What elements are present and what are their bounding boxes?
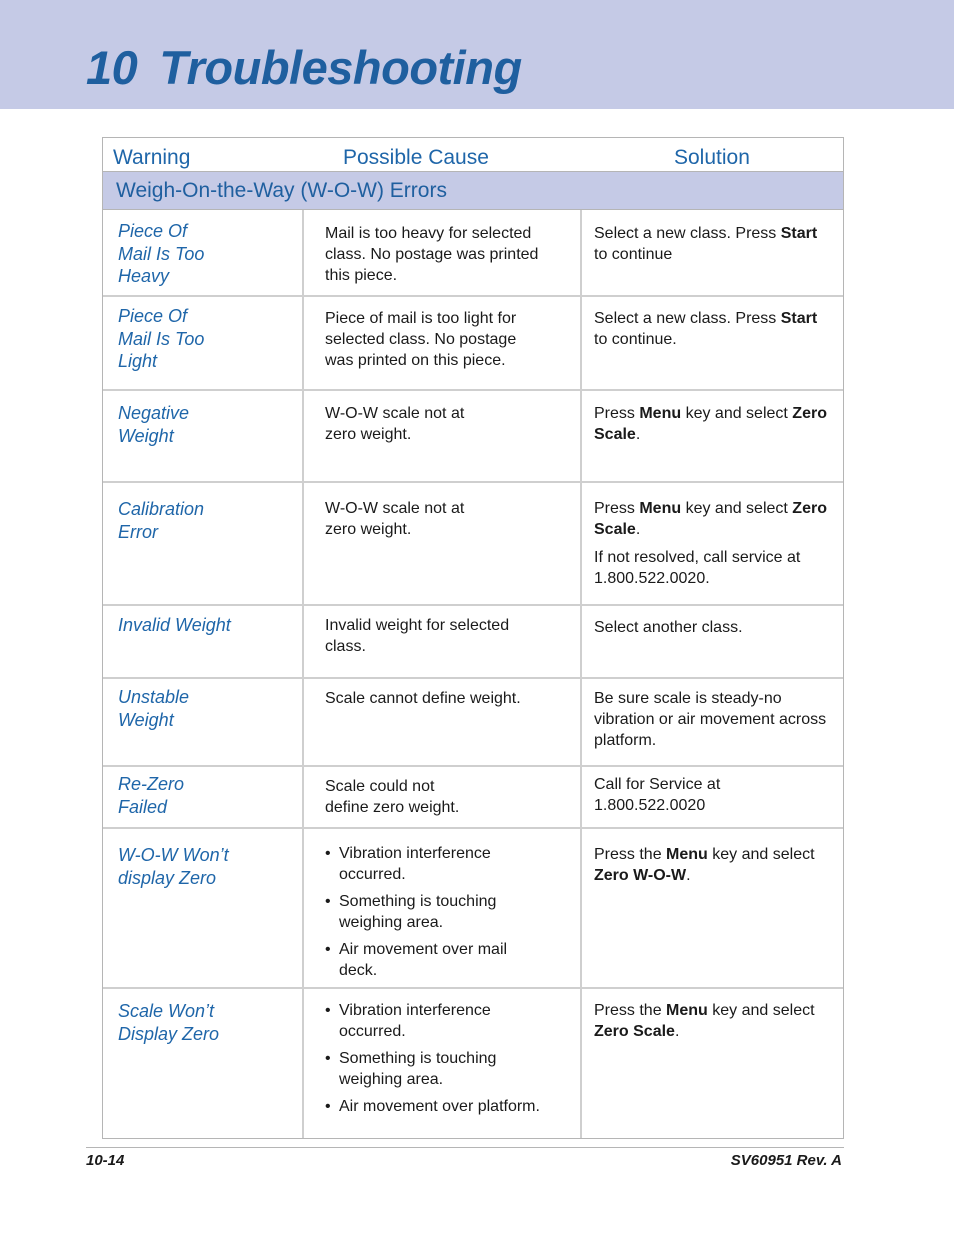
possible-cause: Scale could not define zero weight. — [325, 778, 460, 816]
solution-paragraph — [594, 498, 834, 540]
table-row — [103, 828, 843, 988]
solution-keyword: Zero Scale — [594, 1023, 675, 1040]
warning-label: Calibration Error — [118, 499, 205, 542]
solution-paragraph — [594, 223, 834, 265]
solution — [594, 403, 834, 452]
warning-label: Re-Zero Failed — [118, 774, 185, 817]
warning-label: W-O-W Won’t display Zero — [118, 845, 229, 888]
possible-cause: Mail is too heavy for selected class. No postage was printed this piece. — [325, 225, 539, 284]
solution — [594, 844, 834, 893]
solution — [594, 308, 834, 357]
column-header-solution: Solution — [674, 146, 750, 169]
solution — [594, 617, 834, 645]
column-divider — [580, 828, 582, 988]
solution — [594, 1000, 834, 1049]
solution-paragraph — [594, 1000, 834, 1042]
solution-text: . — [686, 867, 691, 884]
solution-text: . — [635, 521, 641, 538]
solution-text: key and select — [681, 500, 793, 517]
solution-keyword: Zero W-O-W — [594, 867, 687, 884]
solution-text: Press — [594, 405, 640, 422]
possible-cause — [325, 843, 575, 987]
solution-paragraph — [594, 688, 834, 751]
cause-bullet: • Something is touching weighing area. — [325, 891, 575, 933]
page-number: 10-14 — [86, 1152, 125, 1169]
solution-keyword: Menu — [666, 1002, 708, 1019]
column-divider — [302, 390, 304, 482]
warning-label: Piece Of Mail Is Too Light — [118, 306, 205, 371]
possible-cause — [325, 1000, 575, 1123]
column-divider — [302, 296, 304, 390]
warning-label: Piece Of Mail Is Too Heavy — [118, 221, 205, 286]
solution-text: Select a new class. Press — [594, 310, 781, 327]
solution-paragraph — [594, 547, 834, 589]
chapter-name: Troubleshooting — [159, 41, 522, 94]
table-row — [103, 390, 843, 482]
column-divider — [580, 482, 582, 605]
solution-keyword: Zero Scale — [594, 500, 827, 538]
solution-keyword: Start — [780, 310, 818, 327]
column-divider — [580, 210, 582, 296]
table-row — [103, 766, 843, 828]
possible-cause: W-O-W scale not at zero weight. — [325, 500, 465, 538]
solution — [594, 774, 834, 823]
cause-bullet: • Vibration interference occurred. — [325, 1000, 575, 1042]
solution-text: to continue — [594, 246, 673, 263]
solution-keyword: Zero Scale — [594, 405, 827, 443]
table-row — [103, 296, 843, 390]
column-divider — [580, 678, 582, 766]
column-divider — [302, 605, 304, 678]
column-divider — [580, 988, 582, 1138]
solution-text: . — [674, 1023, 680, 1040]
footer-rule — [86, 1147, 844, 1148]
troubleshooting-table — [102, 137, 844, 1139]
chapter-number: 10 — [86, 41, 138, 94]
possible-cause: Invalid weight for selected class. — [325, 617, 510, 655]
column-divider — [302, 210, 304, 296]
solution-text: key and select — [707, 846, 815, 863]
column-divider — [302, 678, 304, 766]
solution-paragraph — [594, 403, 834, 445]
solution-keyword: Start — [780, 225, 818, 242]
solution-text: key and select — [681, 405, 793, 422]
possible-cause: Piece of mail is too light for selected class. No postage was printed on this piece. — [325, 310, 517, 369]
solution-paragraph — [594, 308, 834, 350]
solution-keyword: Menu — [666, 846, 708, 863]
solution-text: Call for Service at 1.800.522.0020 — [594, 776, 721, 814]
warning-label: Invalid Weight — [118, 615, 231, 635]
solution-text: Press — [594, 500, 640, 517]
table-row — [103, 605, 843, 678]
solution-keyword: Menu — [639, 405, 682, 422]
solution-text: Select another class. — [594, 619, 743, 636]
solution-text: key and select — [707, 1002, 815, 1019]
cause-bullet: • Vibration interference occurred. — [325, 843, 575, 885]
column-divider — [580, 605, 582, 678]
solution-paragraph — [594, 774, 834, 816]
solution-text: Press the — [594, 1002, 667, 1019]
column-divider — [580, 390, 582, 482]
warning-label: Negative Weight — [118, 403, 190, 446]
solution-text: If not resolved, call service at 1.800.522.0020. — [594, 549, 801, 587]
column-divider — [302, 766, 304, 828]
cause-bullet: • Air movement over mail deck. — [325, 939, 575, 981]
possible-cause: W-O-W scale not at zero weight. — [325, 405, 465, 443]
column-divider — [580, 766, 582, 828]
solution-text: Select a new class. Press — [594, 225, 781, 242]
document-id: SV60951 Rev. A — [730, 1152, 842, 1169]
section-header — [103, 171, 843, 210]
possible-cause: Scale cannot define weight. — [325, 690, 521, 707]
cause-bullet: • Air movement over platform. — [325, 1096, 575, 1117]
column-divider — [580, 296, 582, 390]
column-header-warning: Warning — [113, 146, 191, 169]
section-title: Weigh-On-the-Way (W-O-W) Errors — [116, 179, 447, 202]
chapter-title — [86, 40, 522, 96]
solution-paragraph — [594, 844, 834, 886]
solution-text: Be sure scale is steady-no vibration or air movement across platform. — [594, 690, 827, 749]
table-row — [103, 210, 843, 296]
column-divider — [302, 988, 304, 1138]
solution-paragraph — [594, 617, 834, 638]
cause-bullet-list — [325, 843, 575, 981]
solution-text: . — [635, 426, 641, 443]
solution — [594, 223, 834, 272]
solution — [594, 688, 834, 758]
column-divider — [302, 482, 304, 605]
warning-label: Unstable Weight — [118, 687, 190, 730]
warning-label: Scale Won’t Display Zero — [118, 1001, 220, 1044]
column-divider — [302, 828, 304, 988]
solution-text: to continue. — [594, 331, 677, 348]
cause-bullet-list — [325, 1000, 575, 1117]
column-header-possible-cause: Possible Cause — [343, 146, 489, 169]
solution — [594, 498, 834, 596]
table-row — [103, 988, 843, 1138]
table-row — [103, 482, 843, 605]
solution-keyword: Menu — [639, 500, 682, 517]
cause-bullet: • Something is touching weighing area. — [325, 1048, 575, 1090]
solution-text: Press the — [594, 846, 667, 863]
table-row — [103, 678, 843, 766]
